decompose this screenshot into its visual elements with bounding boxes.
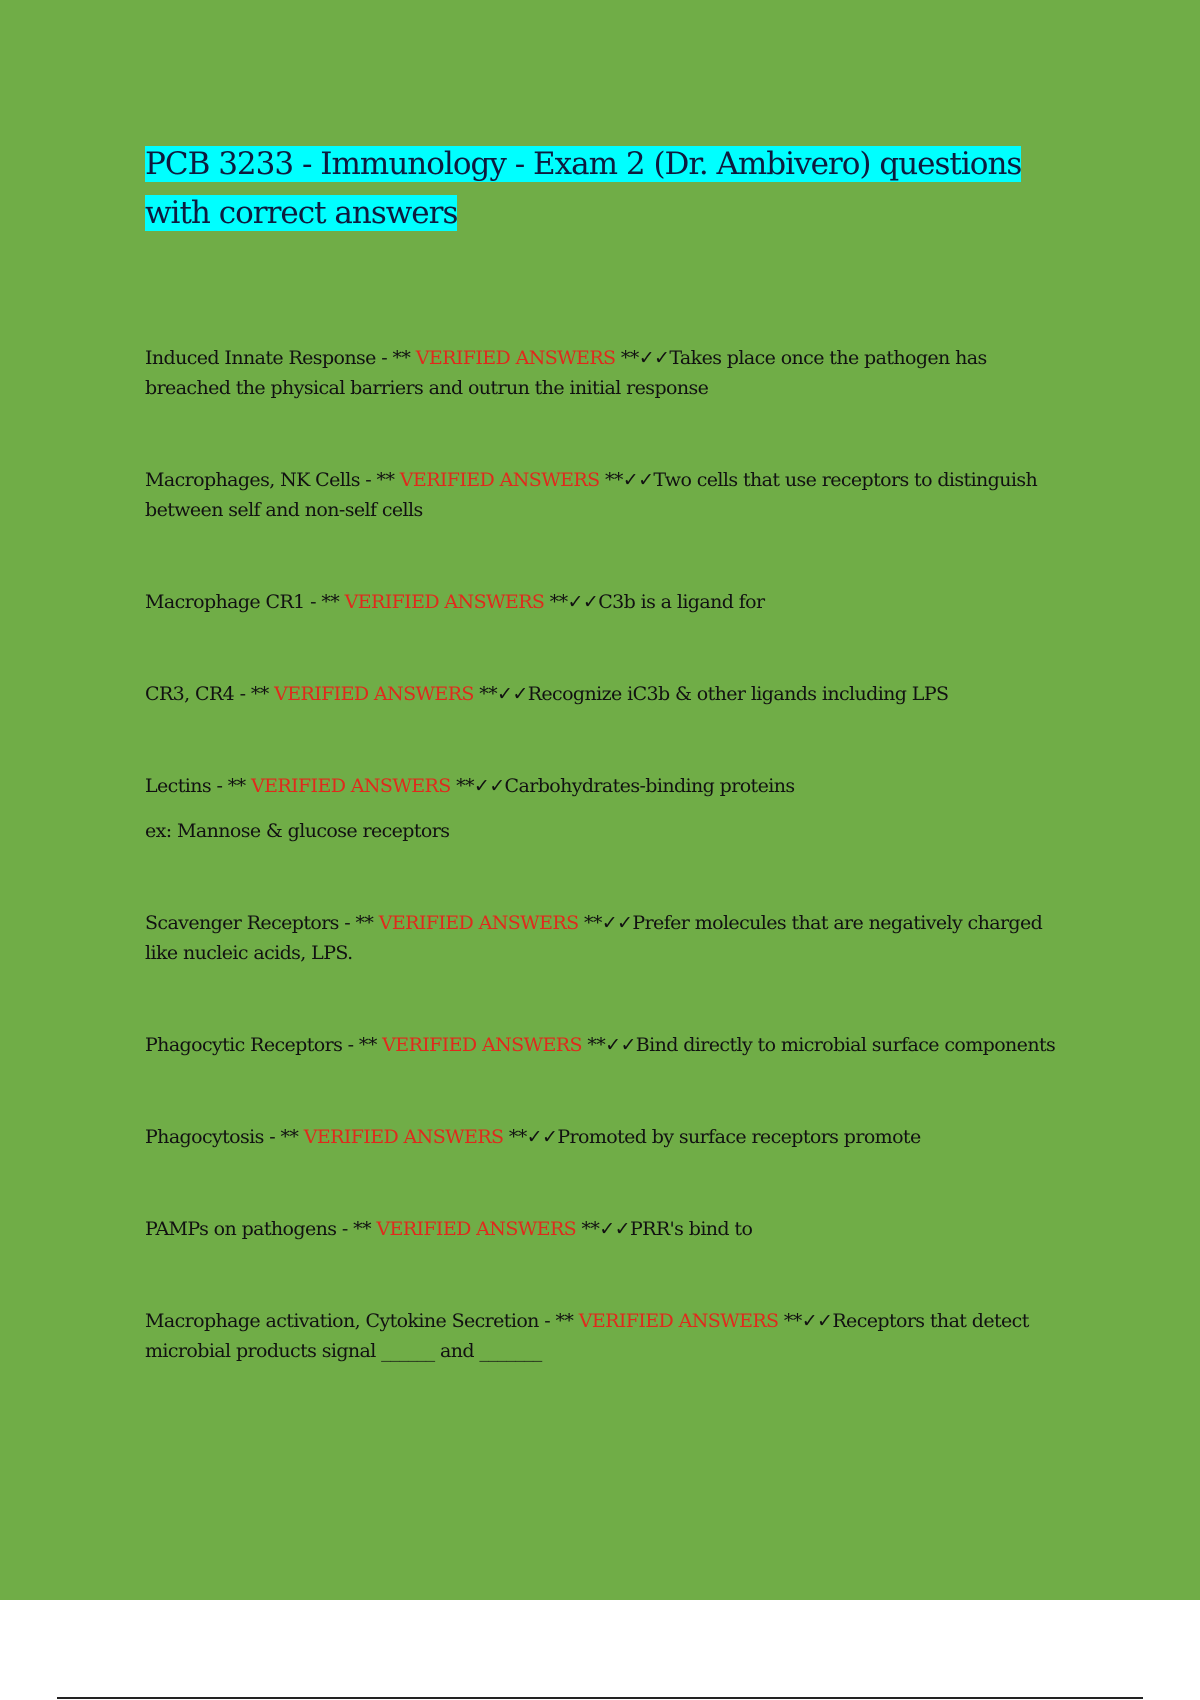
qa-entry xyxy=(145,465,1075,525)
entry-term: Phagocytic Receptors - ** xyxy=(145,1034,383,1056)
qa-entry xyxy=(145,1214,1075,1244)
entry-definition: **✓✓Takes place once the pathogen has breached the physical barriers and outrun the initial response xyxy=(145,347,987,399)
document-title-text: PCB 3233 - Immunology - Exam 2 (Dr. Ambivero) questions with correct answers xyxy=(145,146,1022,231)
entry-term: Lectins - ** xyxy=(145,775,251,797)
verified-answers-tag: VERIFIED ANSWERS xyxy=(303,1126,504,1148)
entry-term: Induced Innate Response - ** xyxy=(145,347,416,369)
verified-answers-tag: VERIFIED ANSWERS xyxy=(382,1034,582,1056)
entry-definition: **✓✓C3b is a ligand for xyxy=(544,591,765,613)
document-title xyxy=(145,140,1075,238)
entry-term: PAMPs on pathogens - ** xyxy=(145,1218,377,1240)
entry-term: Macrophage CR1 - ** xyxy=(145,591,345,613)
qa-list xyxy=(145,343,1075,1366)
qa-entry xyxy=(145,587,1075,617)
verified-answers-tag: VERIFIED ANSWERS xyxy=(344,591,545,613)
entry-definition: **✓✓Recognize iC3b & other ligands including LPS xyxy=(473,683,949,705)
qa-entry xyxy=(145,908,1075,968)
verified-answers-tag: VERIFIED ANSWERS xyxy=(250,775,451,797)
qa-entry xyxy=(145,1306,1075,1366)
entry-definition: **✓✓Receptors that detect microbial products signal ______ and _______ xyxy=(145,1310,1029,1362)
entry-definition: **✓✓Prefer molecules that are negatively charged like nucleic acids, LPS. xyxy=(145,912,1043,964)
entry-definition: **✓✓Bind directly to microbial surface components xyxy=(581,1034,1056,1056)
entry-term: Scavenger Receptors - ** xyxy=(145,912,379,934)
verified-answers-tag: VERIFIED ANSWERS xyxy=(274,683,474,705)
verified-answers-tag: VERIFIED ANSWERS xyxy=(415,347,616,369)
qa-entry xyxy=(145,1122,1075,1152)
document-body xyxy=(145,140,1075,1428)
entry-term: Macrophage activation, Cytokine Secretion - ** xyxy=(145,1310,579,1332)
entry-definition: **✓✓Two cells that use receptors to distinguish between self and non-self cells xyxy=(145,469,1038,521)
entry-term: CR3, CR4 - ** xyxy=(145,683,275,705)
qa-entry xyxy=(145,771,1075,846)
entry-definition: **✓✓Promoted by surface receptors promote xyxy=(503,1126,921,1148)
entry-example: ex: Mannose & glucose receptors xyxy=(145,820,450,842)
verified-answers-tag: VERIFIED ANSWERS xyxy=(399,469,600,491)
entry-term: Phagocytosis - ** xyxy=(145,1126,304,1148)
verified-answers-tag: VERIFIED ANSWERS xyxy=(578,1310,779,1332)
qa-entry xyxy=(145,1030,1075,1060)
qa-entry xyxy=(145,343,1075,403)
qa-entry xyxy=(145,679,1075,709)
entry-term: Macrophages, NK Cells - ** xyxy=(145,469,400,491)
entry-definition: **✓✓Carbohydrates-binding proteins xyxy=(450,775,795,797)
verified-answers-tag: VERIFIED ANSWERS xyxy=(378,912,579,934)
entry-definition: **✓✓PRR's bind to xyxy=(576,1218,753,1240)
footer-divider xyxy=(57,1697,1143,1699)
verified-answers-tag: VERIFIED ANSWERS xyxy=(376,1218,577,1240)
